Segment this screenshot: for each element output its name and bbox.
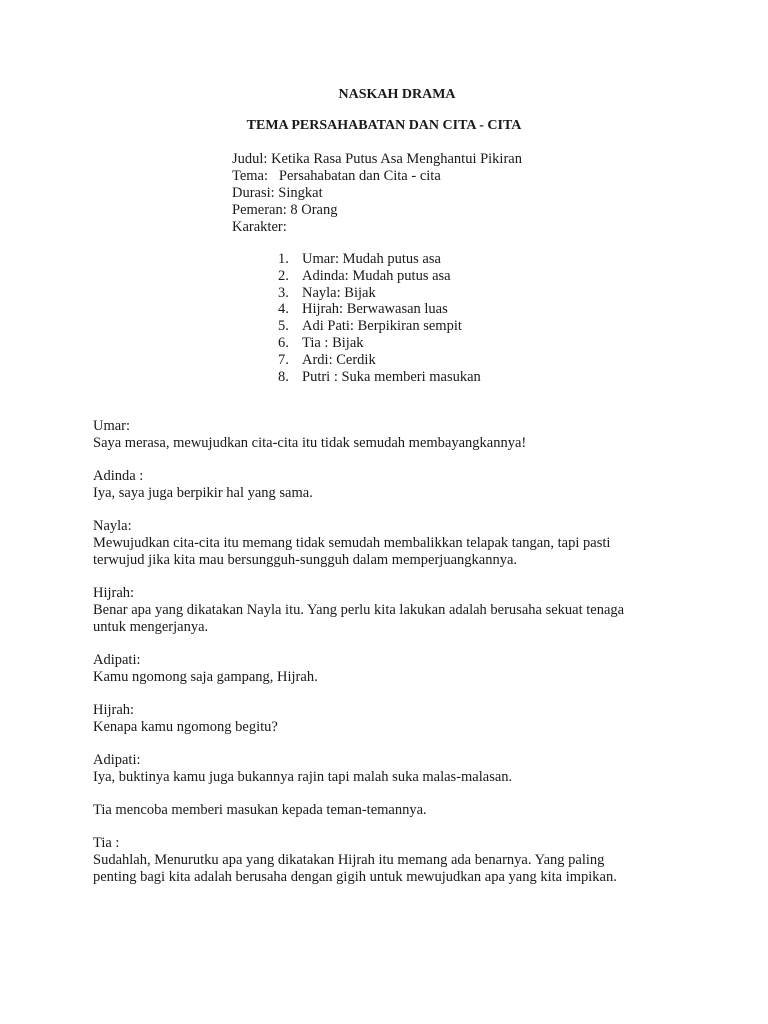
dialogue-line: Sudahlah, Menurutku apa yang dikatakan Hijrah itu memang ada benarnya. Yang paling bbox=[93, 852, 605, 868]
dialogue-block bbox=[93, 418, 693, 452]
character-description: Tia : Bijak bbox=[302, 334, 364, 351]
list-number: 1. bbox=[278, 251, 289, 267]
dialogue-block bbox=[93, 752, 693, 786]
speaker-name: Hijrah: bbox=[93, 702, 135, 718]
speaker-name: Umar: bbox=[93, 418, 131, 434]
list-item bbox=[278, 268, 481, 285]
list-item bbox=[278, 301, 481, 318]
list-number: 5. bbox=[278, 318, 289, 335]
dialogue-block bbox=[93, 468, 693, 502]
dialogue-line: Kamu ngomong saja gampang, Hijrah. bbox=[93, 669, 318, 685]
character-description: Umar: Mudah putus asa bbox=[302, 251, 441, 267]
list-item bbox=[278, 251, 481, 268]
speaker-name: Hijrah: bbox=[93, 585, 135, 601]
character-description: Adi Pati: Berpikiran sempit bbox=[302, 318, 462, 335]
dialogue-block bbox=[93, 702, 693, 736]
meta-karakter: Karakter: bbox=[232, 219, 287, 235]
character-list bbox=[278, 251, 481, 385]
list-number: 7. bbox=[278, 351, 289, 368]
speaker-name: Adinda : bbox=[93, 468, 144, 484]
drama-metadata bbox=[232, 151, 522, 236]
speaker-name: Adipati: bbox=[93, 652, 141, 668]
list-number: 2. bbox=[278, 267, 289, 284]
list-number: 4. bbox=[278, 301, 289, 318]
dialogue-block bbox=[93, 652, 693, 686]
speaker-name: Tia : bbox=[93, 835, 120, 851]
dialogue-line: Mewujudkan cita-cita itu memang tidak semudah membalikkan telapak tangan, tapi pasti bbox=[93, 535, 611, 551]
character-description: Ardi: Cerdik bbox=[302, 351, 376, 368]
dialogue-block bbox=[93, 835, 693, 886]
list-number: 3. bbox=[278, 284, 289, 301]
dialogue-line: Kenapa kamu ngomong begitu? bbox=[93, 719, 278, 735]
list-item bbox=[278, 352, 481, 369]
list-number: 6. bbox=[278, 334, 289, 351]
dialogue-block bbox=[93, 518, 693, 569]
dialogue-block bbox=[93, 585, 693, 636]
character-description: Adinda: Mudah putus asa bbox=[302, 267, 451, 284]
meta-tema: Tema: Persahabatan dan Cita - cita bbox=[232, 168, 441, 184]
script-body bbox=[93, 418, 693, 902]
dialogue-line: Iya, buktinya kamu juga bukannya rajin tapi malah suka malas-malasan. bbox=[93, 769, 513, 785]
list-item bbox=[278, 318, 481, 335]
dialogue-line: untuk mengerjanya. bbox=[93, 619, 209, 635]
character-description: Putri : Suka memberi masukan bbox=[302, 368, 481, 385]
document-subtitle: TEMA PERSAHABATAN DAN CITA - CITA bbox=[246, 118, 522, 133]
character-description: Nayla: Bijak bbox=[302, 284, 376, 301]
dialogue-line: Saya merasa, mewujudkan cita-cita itu tidak semudah membayangkannya! bbox=[93, 435, 527, 451]
character-description: Hijrah: Berwawasan luas bbox=[302, 301, 448, 318]
meta-pemeran: Pemeran: 8 Orang bbox=[232, 202, 338, 218]
list-number: 8. bbox=[278, 368, 289, 385]
list-item bbox=[278, 369, 481, 386]
speaker-name: Adipati: bbox=[93, 752, 141, 768]
stage-direction: Tia mencoba memberi masukan kepada teman-temannya. bbox=[93, 802, 427, 818]
document-title: NASKAH DRAMA bbox=[338, 87, 456, 102]
dialogue-line: Iya, saya juga berpikir hal yang sama. bbox=[93, 485, 313, 501]
dialogue-line: penting bagi kita adalah berusaha dengan gigih untuk mewujudkan apa yang kita impikan. bbox=[93, 869, 617, 885]
speaker-name: Nayla: bbox=[93, 518, 132, 534]
dialogue-line: terwujud jika kita mau bersungguh-sungguh dalam memperjuangkannya. bbox=[93, 552, 518, 568]
list-item bbox=[278, 285, 481, 302]
meta-judul: Judul: Ketika Rasa Putus Asa Menghantui Pikiran bbox=[232, 151, 522, 167]
dialogue-line: Benar apa yang dikatakan Nayla itu. Yang perlu kita lakukan adalah berusaha sekuat tenaga bbox=[93, 602, 625, 618]
list-item bbox=[278, 335, 481, 352]
meta-durasi: Durasi: Singkat bbox=[232, 185, 323, 201]
